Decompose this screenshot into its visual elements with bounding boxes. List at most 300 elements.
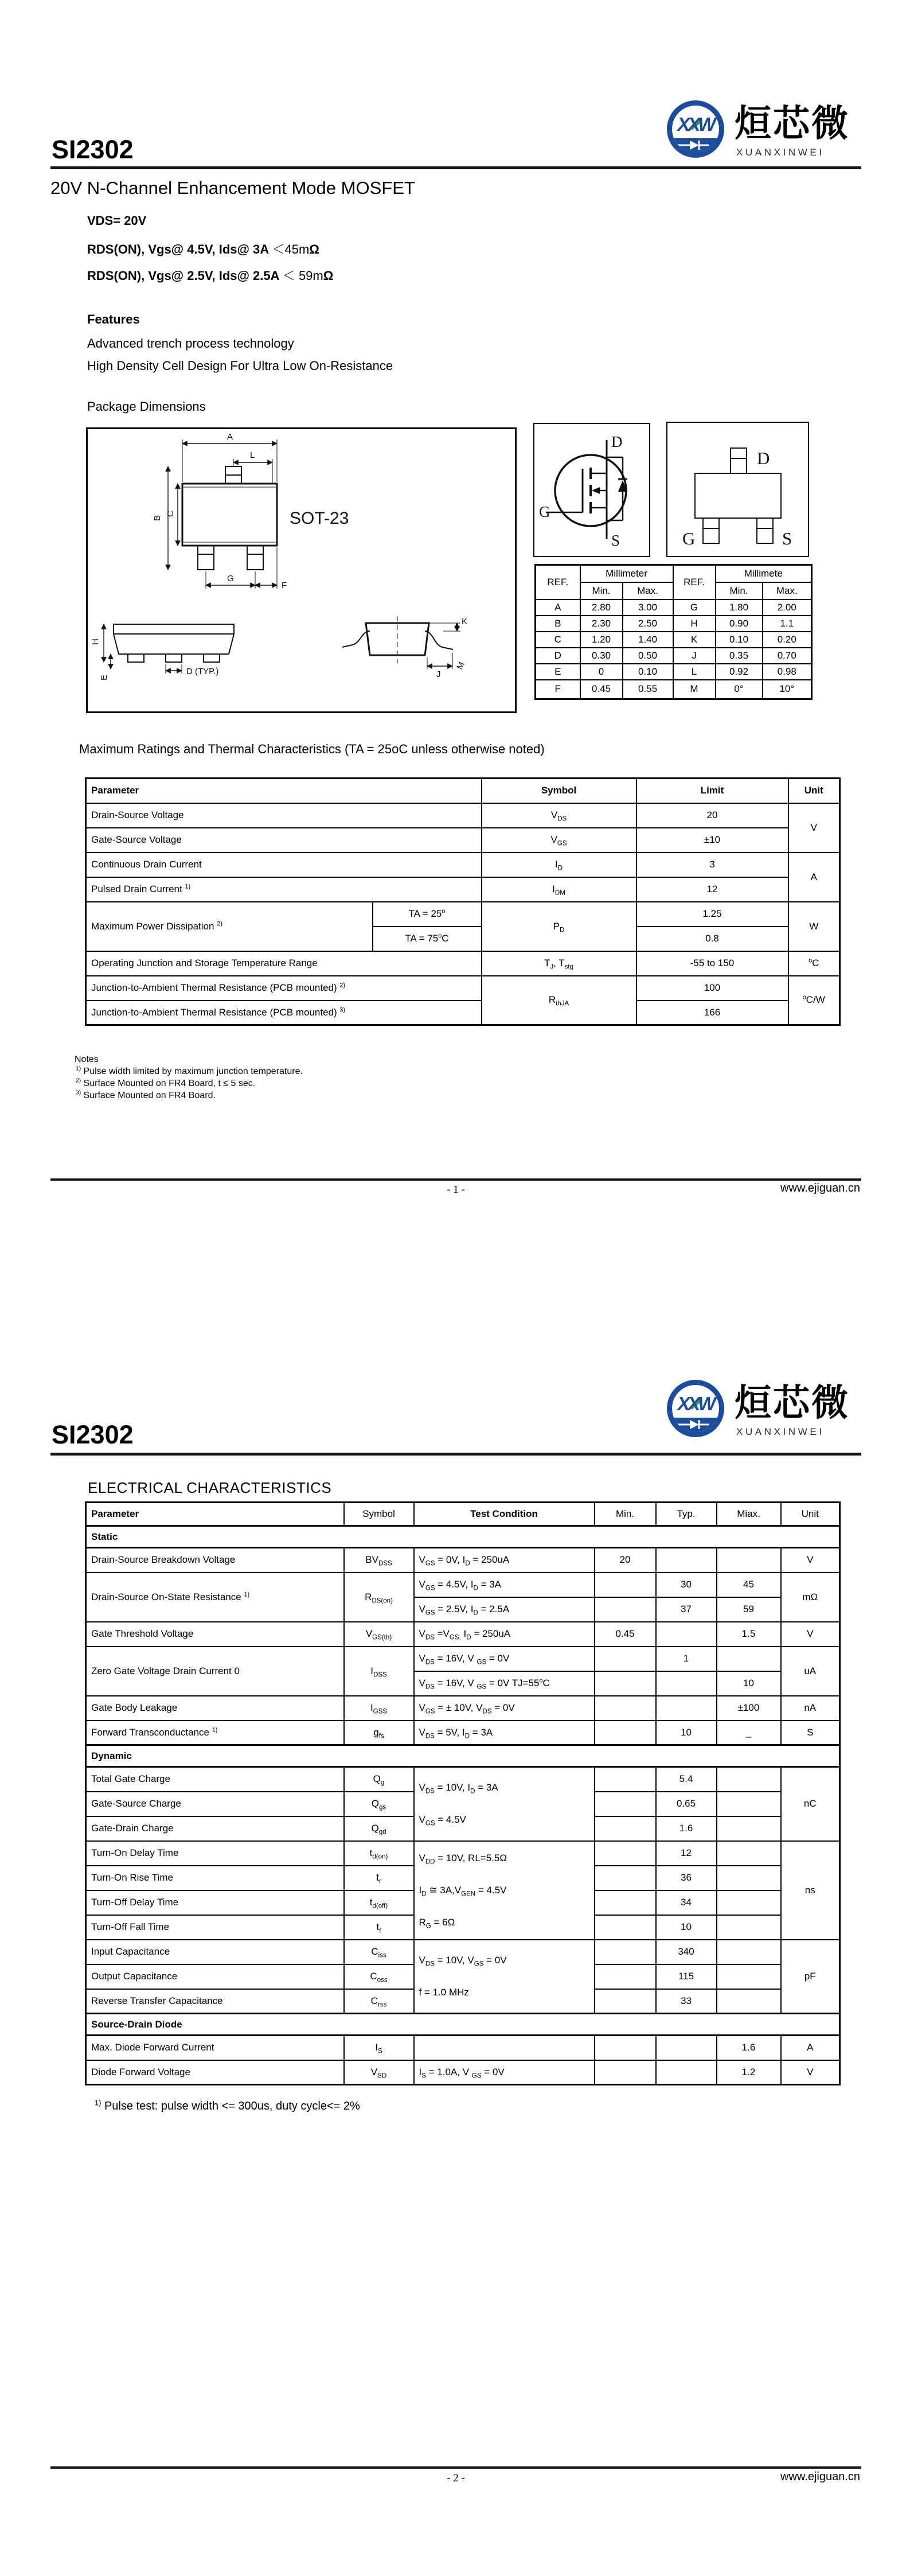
mosfet-symbol-box xyxy=(533,423,650,557)
max-cell: 1.40 xyxy=(623,632,673,648)
brand-logo xyxy=(667,1378,868,1447)
dim-label: A xyxy=(227,432,233,442)
symbol-header: Symbol xyxy=(482,779,636,803)
dim-label: J xyxy=(436,670,441,679)
typ-cell xyxy=(656,1622,717,1647)
min-cell xyxy=(595,1721,656,1745)
table-row xyxy=(86,1767,840,1792)
ref-cell: B xyxy=(536,616,580,632)
max-cell xyxy=(717,1647,781,1671)
dimension-table xyxy=(534,564,813,700)
min-cell xyxy=(595,1940,656,1964)
table-row xyxy=(86,2060,840,2085)
typ-cell: 33 xyxy=(656,1989,717,2014)
symbol-cell: $t_f$ xyxy=(344,1915,414,1940)
ref-header: REF. xyxy=(536,565,580,600)
min-cell xyxy=(595,2036,656,2060)
spec-line-rds45: RDS(ON), Vgs@ 4.5V, Ids@ 3A ＜45mΩ xyxy=(87,242,319,256)
pin-label-gate: G xyxy=(539,503,550,520)
param-cell: Drain-Source On-State Resistance $^{1)}$ xyxy=(86,1573,344,1622)
condition-cell: TA = $25^o$ xyxy=(373,902,482,927)
ref-cell: M xyxy=(673,680,716,699)
min-cell xyxy=(595,1647,656,1671)
typ-cell: 37 xyxy=(656,1597,717,1622)
limit-header: Limit xyxy=(636,779,788,803)
dim-label: H xyxy=(91,639,100,645)
limit-cell: 12 xyxy=(636,877,788,902)
logo-band xyxy=(669,138,722,153)
min-cell: 0.92 xyxy=(716,664,763,680)
header-rule xyxy=(50,166,861,169)
table-row xyxy=(536,648,812,664)
footer-rule xyxy=(50,1178,861,1181)
logo-monogram: XXW xyxy=(677,1393,714,1414)
symbol-cell: $C_{rss}$ xyxy=(344,1989,414,2014)
max-header: Miax. xyxy=(717,1503,781,1526)
typ-cell: 30 xyxy=(656,1573,717,1597)
features-heading: Features xyxy=(87,312,140,326)
footer-rule xyxy=(50,2466,861,2469)
min-cell xyxy=(595,1989,656,2014)
site-link: www.ejiguan.cn xyxy=(780,1182,860,1194)
note-item: $^{3)}$ Surface Mounted on FR4 Board. xyxy=(76,1089,216,1100)
dim-label: K xyxy=(462,617,468,627)
min-cell xyxy=(595,1816,656,1841)
cond-cell: $V_{GS}$ = ± 10V, $V_{DS} = 0V$ xyxy=(414,1696,595,1721)
pulse-note: $^{1)}$ Pulse test: pulse width <= 300us, duty cycle<= 2% xyxy=(95,2098,360,2112)
unit-cell: S xyxy=(781,1721,840,1745)
section-row xyxy=(86,2014,840,2036)
max-cell: 3.00 xyxy=(623,600,673,616)
unit-cell: nA xyxy=(781,1696,840,1721)
max-header: Max. xyxy=(623,582,673,600)
max-cell: 0.50 xyxy=(623,648,673,664)
max-cell: 1.6 xyxy=(717,2036,781,2060)
param-cell: Output Capacitance xyxy=(86,1964,344,1989)
param-cell: Gate-Source Voltage xyxy=(86,828,482,853)
typ-cell: 5.4 xyxy=(656,1767,717,1792)
max-cell: 10 xyxy=(717,1671,781,1696)
limit-cell: 3 xyxy=(636,853,788,877)
brand-name-cn: 烜芯微 xyxy=(735,103,850,145)
max-cell: 2.00 xyxy=(763,600,812,616)
symbol-cell: $V_{GS(th)}$ xyxy=(344,1622,414,1647)
header-rule xyxy=(50,1453,861,1456)
min-cell xyxy=(595,1792,656,1816)
param-cell: Turn-On Delay Time xyxy=(86,1841,344,1866)
ref-cell: G xyxy=(673,600,716,616)
dim-label: B xyxy=(153,515,162,521)
min-cell xyxy=(595,2060,656,2085)
page-number: - 2 - xyxy=(447,2472,465,2484)
table-row xyxy=(86,877,840,902)
param-cell: Input Capacitance xyxy=(86,1940,344,1964)
table-row xyxy=(86,1940,840,1964)
max-cell xyxy=(717,1767,781,1792)
pinout-drawing xyxy=(667,423,806,554)
symbol-cell: $V_{GS}$ xyxy=(482,828,636,853)
logo-monogram: XXW xyxy=(677,114,714,135)
param-cell: Max. Diode Forward Current xyxy=(86,2036,344,2060)
note-item: $^{1)}$ Pulse width limited by maximum junction temperature. xyxy=(76,1065,303,1076)
dim-label: C xyxy=(166,511,175,517)
min-cell xyxy=(595,1890,656,1915)
param-cell: Diode Forward Voltage xyxy=(86,2060,344,2085)
part-number: SI2302 xyxy=(52,1420,134,1449)
max-cell: 59 xyxy=(717,1597,781,1622)
ratings-heading: Maximum Ratings and Thermal Characteristics (TA = 25oC unless otherwise noted) xyxy=(79,742,545,756)
section-label: Dynamic xyxy=(86,1745,840,1767)
typ-cell: 36 xyxy=(656,1866,717,1890)
typ-cell: 34 xyxy=(656,1890,717,1915)
dim-label: D (TYP.) xyxy=(186,667,219,676)
param-cell: Junction-to-Ambient Thermal Resistance (PCB mounted) $^{3)}$ xyxy=(86,1001,482,1025)
doc-title: 20V N-Channel Enhancement Mode MOSFET xyxy=(50,178,415,198)
brand-name-en: XUANXINWEI xyxy=(736,147,825,158)
dim-label: L xyxy=(250,450,255,460)
max-ratings-table xyxy=(85,777,841,1026)
package-name: SOT-23 xyxy=(290,509,349,528)
unit-cell: ns xyxy=(781,1841,840,1940)
feature-item: High Density Cell Design For Ultra Low On-Resistance xyxy=(87,359,393,373)
unit-cell: pF xyxy=(781,1940,840,2014)
ec-heading: ELECTRICAL CHARACTERISTICS xyxy=(88,1479,332,1496)
table-row xyxy=(86,902,840,927)
max-cell: 0.70 xyxy=(763,648,812,664)
min-cell: 0.10 xyxy=(716,632,763,648)
pin-label-source: S xyxy=(611,532,620,549)
symbol-cell: $I_{GSS}$ xyxy=(344,1696,414,1721)
unit-cell: V xyxy=(781,1548,840,1573)
max-cell: ±100 xyxy=(717,1696,781,1721)
table-row xyxy=(86,828,840,853)
table-row xyxy=(86,1503,840,1526)
min-cell xyxy=(595,1866,656,1890)
diode-icon xyxy=(669,1418,716,1432)
max-cell: 0.55 xyxy=(623,680,673,699)
typ-cell: 12 xyxy=(656,1841,717,1866)
max-cell: _ xyxy=(717,1721,781,1745)
symbol-cell: $t_{d(off)}$ xyxy=(344,1890,414,1915)
max-cell xyxy=(717,1866,781,1890)
unit-cell: A xyxy=(788,853,840,902)
typ-cell: 0.65 xyxy=(656,1792,717,1816)
limit-cell: 166 xyxy=(636,1001,788,1025)
symbol-cell: $V_{DS}$ xyxy=(482,803,636,828)
dim-label: M xyxy=(455,660,467,671)
param-cell: Total Gate Charge xyxy=(86,1767,344,1792)
table-row xyxy=(86,1622,840,1647)
table-row xyxy=(86,803,840,828)
max-header: Max. xyxy=(763,582,812,600)
max-cell: 10° xyxy=(763,680,812,699)
unit-cell: nC xyxy=(781,1767,840,1841)
ref-cell: D xyxy=(536,648,580,664)
param-cell: Continuous Drain Current xyxy=(86,853,482,877)
table-row xyxy=(536,632,812,648)
symbol-cell: $I_D$ xyxy=(482,853,636,877)
max-cell xyxy=(717,1915,781,1940)
limit-cell: 0.8 xyxy=(636,927,788,951)
table-row xyxy=(86,853,840,877)
pinout-box xyxy=(666,422,809,557)
spec-line-rds25: RDS(ON), Vgs@ 2.5V, Ids@ 2.5A ＜ 59mΩ xyxy=(87,269,334,283)
package-heading: Package Dimensions xyxy=(87,399,206,414)
pin-label-gate: G xyxy=(682,528,696,548)
min-cell: 1.80 xyxy=(716,600,763,616)
cond-cell: $V_{DS} = 16V$, V $_{GS}$ = 0V xyxy=(414,1647,595,1671)
min-cell xyxy=(595,1597,656,1622)
min-cell xyxy=(595,1915,656,1940)
limit-cell: 1.25 xyxy=(636,902,788,927)
ref-cell: F xyxy=(536,680,580,699)
param-cell: Gate-Drain Charge xyxy=(86,1816,344,1841)
brand-name-cn: 烜芯微 xyxy=(735,1382,850,1425)
min-cell: 0.35 xyxy=(716,648,763,664)
max-cell: 0.10 xyxy=(623,664,673,680)
cond-cell: $V_{DS} =V_{GS,}$ $I_D = 250uA$ xyxy=(414,1622,595,1647)
mm-header: Millimeter xyxy=(580,565,673,582)
page-number: - 1 - xyxy=(447,1184,465,1196)
param-cell: Pulsed Drain Current $^{1)}$ xyxy=(86,877,482,902)
table-row xyxy=(86,976,840,1001)
max-cell xyxy=(717,1940,781,1964)
limit-cell: 100 xyxy=(636,976,788,1001)
min-cell: 2.30 xyxy=(580,616,623,632)
unit-cell: A xyxy=(781,2036,840,2060)
typ-cell: 340 xyxy=(656,1940,717,1964)
symbol-cell: $P_D$ xyxy=(482,902,636,951)
max-cell: 45 xyxy=(717,1573,781,1597)
logo-circle-icon xyxy=(667,1380,724,1437)
table-row xyxy=(536,664,812,680)
symbol-cell: $Q_g$ xyxy=(344,1767,414,1792)
typ-cell xyxy=(656,1548,717,1573)
symbol-cell: $Q_{gd}$ xyxy=(344,1816,414,1841)
min-cell xyxy=(595,1964,656,1989)
param-cell: Turn-On Rise Time xyxy=(86,1866,344,1890)
unit-cell: uA xyxy=(781,1647,840,1696)
min-cell: 0.30 xyxy=(580,648,623,664)
symbol-cell: $g_{fs}$ xyxy=(344,1721,414,1745)
dim-label: E xyxy=(99,674,109,680)
min-cell: 0.45 xyxy=(595,1622,656,1647)
cond-cell: $V_{GS} = 2.5V$, $I_D = 2.5A$ xyxy=(414,1597,595,1622)
unit-cell: V xyxy=(788,803,840,853)
param-cell: Gate-Source Charge xyxy=(86,1792,344,1816)
min-header: Min. xyxy=(580,582,623,600)
min-cell: 0.90 xyxy=(716,616,763,632)
unit-cell: $^o$C xyxy=(788,951,840,976)
symbol-cell: $V_{SD}$ xyxy=(344,2060,414,2085)
param-cell: Turn-Off Delay Time xyxy=(86,1890,344,1915)
param-cell: Junction-to-Ambient Thermal Resistance (PCB mounted) $^{2)}$ xyxy=(86,976,482,1001)
spec-line-vds: VDS= 20V xyxy=(87,213,147,228)
max-cell: 1.5 xyxy=(717,1622,781,1647)
cond-cell: $V_{DD} = 10V$, RL=5.5Ω $I_D$ ≅ $3A,V_{GEN} = 4.5V$ $R_G = 6\Omega$ xyxy=(414,1841,595,1940)
cond-cell xyxy=(414,2036,595,2060)
ref-header: REF. xyxy=(673,565,716,600)
table-row xyxy=(86,1001,840,1025)
max-cell: 1.2 xyxy=(717,2060,781,2085)
min-cell xyxy=(595,1767,656,1792)
parameter-header: Parameter xyxy=(86,1503,344,1526)
dim-label: F xyxy=(282,581,287,590)
min-header: Min. xyxy=(716,582,763,600)
min-cell: 20 xyxy=(595,1548,656,1573)
package-drawing xyxy=(88,429,515,711)
cond-cell: $V_{DS} = 10V$, $I_D = 3A$ $V_{GS} = 4.5V$ xyxy=(414,1767,595,1841)
min-cell: 1.20 xyxy=(580,632,623,648)
table-row xyxy=(86,779,840,803)
table-row xyxy=(86,2036,840,2060)
diode-icon xyxy=(669,138,716,153)
min-cell xyxy=(595,1841,656,1866)
max-cell xyxy=(717,1792,781,1816)
symbol-cell: $R_{DS(on)}$ xyxy=(344,1573,414,1622)
ref-cell: H xyxy=(673,616,716,632)
section-label: Source-Drain Diode xyxy=(86,2014,840,2036)
note-item: $^{2)}$ Surface Mounted on FR4 Board, t ≤ 5 sec. xyxy=(76,1077,256,1088)
symbol-cell: $Q_{gs}$ xyxy=(344,1792,414,1816)
cond-cell: $V_{DS} = 10V$, $V_{GS} = 0V$ f = 1.0 MHz xyxy=(414,1940,595,2014)
unit-header: Unit xyxy=(788,779,840,803)
typ-cell: 1 xyxy=(656,1647,717,1671)
section-label: Static xyxy=(86,1526,840,1548)
param-cell: Turn-Off Fall Time xyxy=(86,1915,344,1940)
table-row xyxy=(86,1841,840,1866)
table-row xyxy=(536,616,812,632)
typ-cell: 115 xyxy=(656,1964,717,1989)
param-cell: Gate Body Leakage xyxy=(86,1696,344,1721)
cond-cell: $V_{DS} = 5V$, $I_D = 3A$ xyxy=(414,1721,595,1745)
unit-cell: mΩ xyxy=(781,1573,840,1622)
table-row xyxy=(86,1548,840,1573)
ref-cell: E xyxy=(536,664,580,680)
table-row xyxy=(86,1721,840,1745)
typ-cell: 10 xyxy=(656,1915,717,1940)
table-row xyxy=(536,680,812,699)
table-row xyxy=(86,1573,840,1597)
param-cell: Drain-Source Breakdown Voltage xyxy=(86,1548,344,1573)
electrical-characteristics-table xyxy=(85,1501,841,2085)
limit-cell: -55 to 150 xyxy=(636,951,788,976)
symbol-cell: $I_S$ xyxy=(344,2036,414,2060)
feature-item: Advanced trench process technology xyxy=(87,336,294,351)
cond-cell: $V_{DS} = 16V$, V $_{GS}$ = 0V $TJ=55^oC$ xyxy=(414,1671,595,1696)
max-cell: 0.20 xyxy=(763,632,812,648)
ref-cell: L xyxy=(673,664,716,680)
table-row xyxy=(536,600,812,616)
condition-header: Test Condition xyxy=(414,1503,595,1526)
max-cell: 1.1 xyxy=(763,616,812,632)
unit-header: Unit xyxy=(781,1503,840,1526)
brand-logo xyxy=(667,99,868,168)
section-row xyxy=(86,1745,840,1767)
part-number: SI2302 xyxy=(52,135,134,164)
table-row xyxy=(86,1696,840,1721)
mm-header: Millimete xyxy=(716,565,812,582)
site-link: www.ejiguan.cn xyxy=(780,2470,860,2483)
parameter-header: Parameter xyxy=(86,779,482,803)
max-cell xyxy=(717,1548,781,1573)
table-row xyxy=(86,1647,840,1671)
max-cell xyxy=(717,1989,781,2014)
symbol-cell: $t_r$ xyxy=(344,1866,414,1890)
ref-cell: A xyxy=(536,600,580,616)
symbol-header: Symbol xyxy=(344,1503,414,1526)
typ-cell: 1.6 xyxy=(656,1816,717,1841)
typ-cell xyxy=(656,2060,717,2085)
min-cell xyxy=(595,1671,656,1696)
min-cell xyxy=(595,1573,656,1597)
symbol-cell: $R_{thJA}$ xyxy=(482,976,636,1025)
param-cell: Maximum Power Dissipation $^{2)}$ xyxy=(86,902,373,951)
pin-label-drain: D xyxy=(611,433,623,450)
pin-label-drain: D xyxy=(757,448,770,468)
logo-band xyxy=(669,1418,722,1432)
limit-cell: ±10 xyxy=(636,828,788,853)
section-row xyxy=(86,1526,840,1548)
symbol-cell: $C_{oss}$ xyxy=(344,1964,414,1989)
mosfet-symbol-icon xyxy=(534,424,647,554)
symbol-cell: $C_{iss}$ xyxy=(344,1940,414,1964)
table-row xyxy=(536,565,812,582)
pin-label-source: S xyxy=(782,528,792,548)
package-drawing-box xyxy=(86,427,517,713)
typ-header: Typ. xyxy=(656,1503,717,1526)
typ-cell xyxy=(656,1671,717,1696)
brand-name-en: XUANXINWEI xyxy=(736,1426,825,1437)
min-header: Min. xyxy=(595,1503,656,1526)
typ-cell xyxy=(656,2036,717,2060)
symbol-cell: $I_{DM}$ xyxy=(482,877,636,902)
limit-cell: 20 xyxy=(636,803,788,828)
symbol-cell: $I_{DSS}$ xyxy=(344,1647,414,1696)
param-cell: Drain-Source Voltage xyxy=(86,803,482,828)
ref-cell: C xyxy=(536,632,580,648)
notes-heading: Notes xyxy=(75,1054,99,1064)
condition-cell: TA = $75^oC$ xyxy=(373,927,482,951)
unit-cell: W xyxy=(788,902,840,951)
cond-cell: $V_{GS} = 0V$, $I_D = 250uA$ xyxy=(414,1548,595,1573)
param-cell: Gate Threshold Voltage xyxy=(86,1622,344,1647)
typ-cell: 10 xyxy=(656,1721,717,1745)
symbol-cell: $BV_{DSS}$ xyxy=(344,1548,414,1573)
ref-cell: J xyxy=(673,648,716,664)
dim-label: G xyxy=(227,574,234,583)
param-cell: Operating Junction and Storage Temperature Range xyxy=(86,951,482,976)
cond-cell: $V_{GS} = 4.5V$, $I_D = 3A$ xyxy=(414,1573,595,1597)
max-cell: 0.98 xyxy=(763,664,812,680)
param-cell: Reverse Transfer Capacitance xyxy=(86,1989,344,2014)
min-cell: 0.45 xyxy=(580,680,623,699)
table-row xyxy=(86,951,840,976)
logo-circle-icon xyxy=(667,100,724,158)
max-cell xyxy=(717,1841,781,1866)
typ-cell xyxy=(656,1696,717,1721)
max-cell xyxy=(717,1890,781,1915)
cond-cell: $I_S = 1.0A$, V $_{GS}$ = 0V xyxy=(414,2060,595,2085)
unit-cell: V xyxy=(781,2060,840,2085)
unit-cell: V xyxy=(781,1622,840,1647)
symbol-cell: $T_J$, $T_{stg}$ xyxy=(482,951,636,976)
ref-cell: K xyxy=(673,632,716,648)
unit-cell: $^o$C/W xyxy=(788,976,840,1025)
param-cell: Forward Transconductance $^{1)}$ xyxy=(86,1721,344,1745)
min-cell xyxy=(595,1696,656,1721)
min-cell: 0° xyxy=(716,680,763,699)
